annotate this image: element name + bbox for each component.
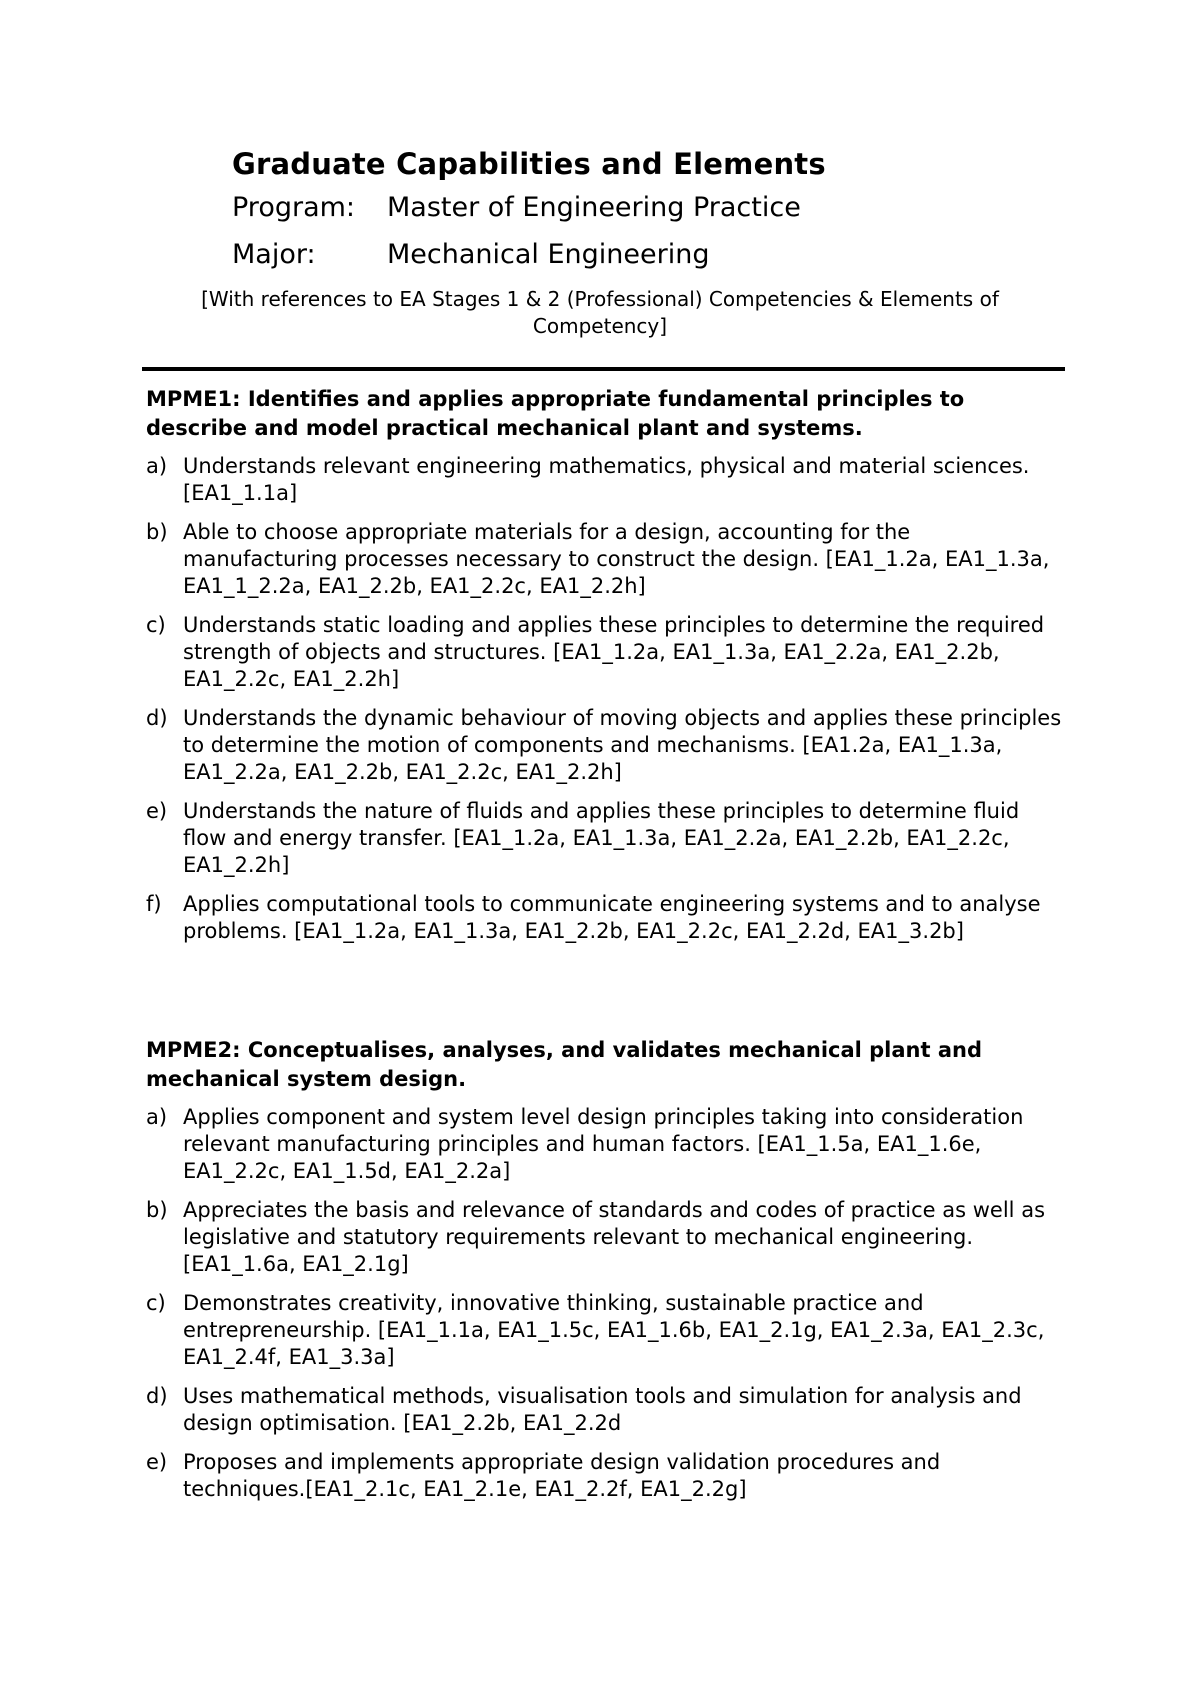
list-marker: e) xyxy=(146,1450,168,1474)
list-item xyxy=(146,891,1066,945)
list-item xyxy=(146,705,1066,786)
references-note: [With references to EA Stages 1 & 2 (Professional) Competencies & Elements of Competency] xyxy=(201,287,999,338)
list-item-text: Understands the dynamic behaviour of moving objects and applies these principles to determine the motion of components and mechanisms. [EA1.2a, EA1_1.3a, EA1_2.2a, EA1_2.2b, EA1_2.2c, EA1_2.2h] xyxy=(183,706,1062,784)
list-marker: a) xyxy=(146,1105,168,1129)
list-item xyxy=(146,1449,1066,1503)
list-item xyxy=(146,519,1066,600)
program-row xyxy=(232,184,1032,231)
document-header xyxy=(232,144,1032,278)
horizontal-divider xyxy=(142,367,1065,371)
major-label: Major: xyxy=(232,239,316,270)
capability-section-mpme1 xyxy=(146,385,1066,957)
list-marker: e) xyxy=(146,799,168,823)
list-item xyxy=(146,1197,1066,1278)
list-item xyxy=(146,612,1066,693)
list-item xyxy=(146,1104,1066,1185)
section-heading: MPME1: Identifies and applies appropriate fundamental principles to describe and model practical mechanical plant and systems. xyxy=(146,387,965,440)
list-marker: b) xyxy=(146,520,168,544)
list-item-text: Understands static loading and applies these principles to determine the required strength of objects and structures. [EA1_1.2a, EA1_1.3a, EA1_2.2a, EA1_2.2b, EA1_2.2c, EA1_2.2h] xyxy=(183,613,1045,691)
list-item-text: Applies component and system level design principles taking into consideration relevant manufacturing principles and human factors. [EA1_1.5a, EA1_1.6e, EA1_2.2c, EA1_1.5d, EA1_2.2a] xyxy=(183,1105,1024,1183)
list-item-text: Proposes and implements appropriate design validation procedures and techniques.[EA1_2.1c, EA1_2.1e, EA1_2.2f, EA1_2.2g] xyxy=(183,1450,941,1501)
list-item-text: Appreciates the basis and relevance of standards and codes of practice as well as legislative and statutory requirements relevant to mechanical engineering. [EA1_1.6a, EA1_2.1g] xyxy=(183,1198,1046,1276)
capability-section-mpme2 xyxy=(146,1036,1066,1515)
list-item-text: Uses mathematical methods, visualisation tools and simulation for analysis and design optimisation. [EA1_2.2b, EA1_2.2d xyxy=(183,1384,1022,1435)
program-label: Program: xyxy=(232,192,356,223)
list-marker: b) xyxy=(146,1198,168,1222)
list-item xyxy=(146,453,1066,507)
list-item xyxy=(146,1290,1066,1371)
list-item-text: Understands relevant engineering mathematics, physical and material sciences. [EA1_1.1a] xyxy=(183,454,1030,505)
major-value: Mechanical Engineering xyxy=(387,239,710,270)
document-title: Graduate Capabilities and Elements xyxy=(232,147,826,181)
list-item-text: Applies computational tools to communicate engineering systems and to analyse problems. [EA1_1.2a, EA1_1.3a, EA1_2.2b, EA1_2.2c, EA1_2.2d, EA1_3.2b] xyxy=(183,892,1041,943)
list-item-text: Able to choose appropriate materials for a design, accounting for the manufacturing processes necessary to construct the design. [EA1_1.2a, EA1_1.3a, EA1_1_2.2a, EA1_2.2b, EA1_2.2c, EA1_2.2h] xyxy=(183,520,1050,598)
list-marker: a) xyxy=(146,454,168,478)
list-marker: f) xyxy=(146,892,162,916)
list-marker: d) xyxy=(146,1384,168,1408)
list-item xyxy=(146,1383,1066,1437)
list-marker: c) xyxy=(146,613,166,637)
list-marker: c) xyxy=(146,1291,166,1315)
list-item-text: Demonstrates creativity, innovative thinking, sustainable practice and entrepreneurship. [EA1_1.1a, EA1_1.5c, EA1_1.6b, EA1_2.1g, EA1_2.3a, EA1_2.3c, EA1_2.4f, EA1_3.3a] xyxy=(183,1291,1045,1369)
program-value: Master of Engineering Practice xyxy=(387,192,801,223)
list-item xyxy=(146,798,1066,879)
major-row xyxy=(232,231,1032,278)
list-marker: d) xyxy=(146,706,168,730)
list-item-text: Understands the nature of fluids and applies these principles to determine fluid flow and energy transfer. [EA1_1.2a, EA1_1.3a, EA1_2.2a, EA1_2.2b, EA1_2.2c, EA1_2.2h] xyxy=(183,799,1020,877)
section-heading: MPME2: Conceptualises, analyses, and validates mechanical plant and mechanical system design. xyxy=(146,1038,983,1091)
